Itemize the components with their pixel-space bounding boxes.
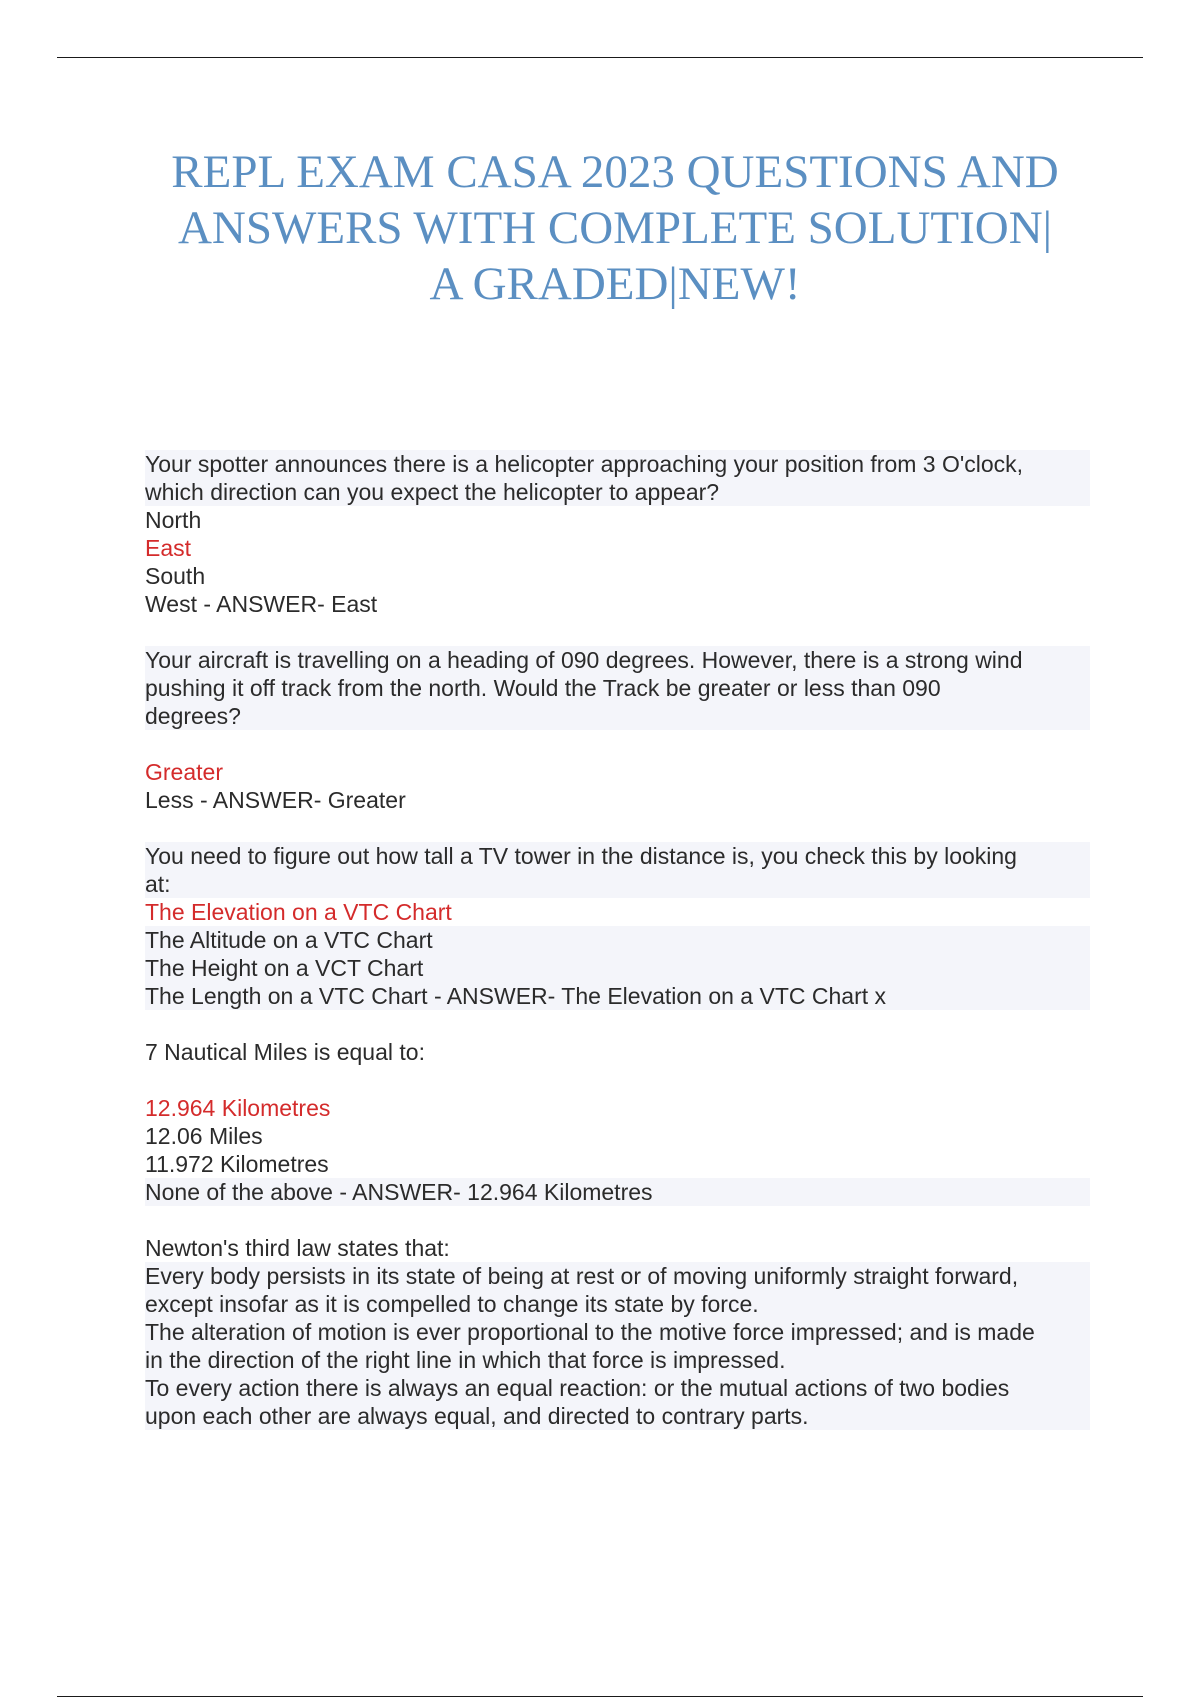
question-3 — [145, 842, 1090, 1010]
answer-option: Every body persists in its state of being at rest or of moving uniformly straight forward, — [145, 1262, 1090, 1290]
question-prompt: at: — [145, 870, 1090, 898]
title-line: REPL EXAM CASA 2023 QUESTIONS AND — [171, 146, 1059, 198]
answer-option: in the direction of the right line in which that force is impressed. — [145, 1346, 1090, 1374]
answer-option: upon each other are always equal, and directed to contrary parts. — [145, 1402, 1090, 1430]
bottom-rule — [57, 1696, 1143, 1697]
title-line: ANSWERS WITH COMPLETE SOLUTION| — [177, 202, 1053, 254]
question-prompt: pushing it off track from the north. Would the Track be greater or less than 090 — [145, 674, 1090, 702]
question-1 — [145, 450, 1090, 618]
answer-option: To every action there is always an equal reaction: or the mutual actions of two bodies — [145, 1374, 1090, 1402]
question-4 — [145, 1038, 1090, 1206]
question-prompt: Newton's third law states that: — [145, 1235, 450, 1261]
question-prompt: Your spotter announces there is a helicopter approaching your position from 3 O'clock, — [145, 450, 1090, 478]
answer-option: The Length on a VTC Chart - ANSWER- The Elevation on a VTC Chart x — [145, 982, 1090, 1010]
answer-option: The alteration of motion is ever proportional to the motive force impressed; and is made — [145, 1318, 1090, 1346]
correct-answer-option: Greater — [145, 759, 223, 785]
question-list — [145, 450, 1090, 1458]
correct-answer-option: 12.964 Kilometres — [145, 1095, 331, 1121]
answer-option: None of the above - ANSWER- 12.964 Kilometres — [145, 1178, 1090, 1206]
answer-option: except insofar as it is compelled to change its state by force. — [145, 1290, 1090, 1318]
answer-option: The Height on a VCT Chart — [145, 954, 1090, 982]
question-prompt: 7 Nautical Miles is equal to: — [145, 1039, 425, 1065]
blank-line — [145, 730, 1090, 758]
question-prompt: degrees? — [145, 702, 1090, 730]
answer-option: Less - ANSWER- Greater — [145, 787, 406, 813]
correct-answer-option: East — [145, 535, 192, 561]
question-prompt: You need to figure out how tall a TV tower in the distance is, you check this by looking — [145, 842, 1090, 870]
question-2 — [145, 646, 1090, 814]
correct-answer-option: The Elevation on a VTC Chart — [145, 899, 452, 925]
answer-option: The Altitude on a VTC Chart — [145, 926, 1090, 954]
answer-option: West - ANSWER- East — [145, 591, 378, 617]
title-line: A GRADED|NEW! — [429, 258, 801, 310]
answer-option: 12.06 Miles — [145, 1123, 263, 1149]
answer-option: South — [145, 563, 206, 589]
question-prompt: which direction can you expect the helicopter to appear? — [145, 478, 1090, 506]
question-prompt: Your aircraft is travelling on a heading of 090 degrees. However, there is a strong wind — [145, 646, 1090, 674]
answer-option: 11.972 Kilometres — [145, 1151, 329, 1177]
blank-line — [145, 1066, 1090, 1094]
question-5 — [145, 1234, 1090, 1430]
document-title — [120, 144, 1110, 312]
answer-option: North — [145, 507, 202, 533]
top-rule — [57, 57, 1143, 58]
